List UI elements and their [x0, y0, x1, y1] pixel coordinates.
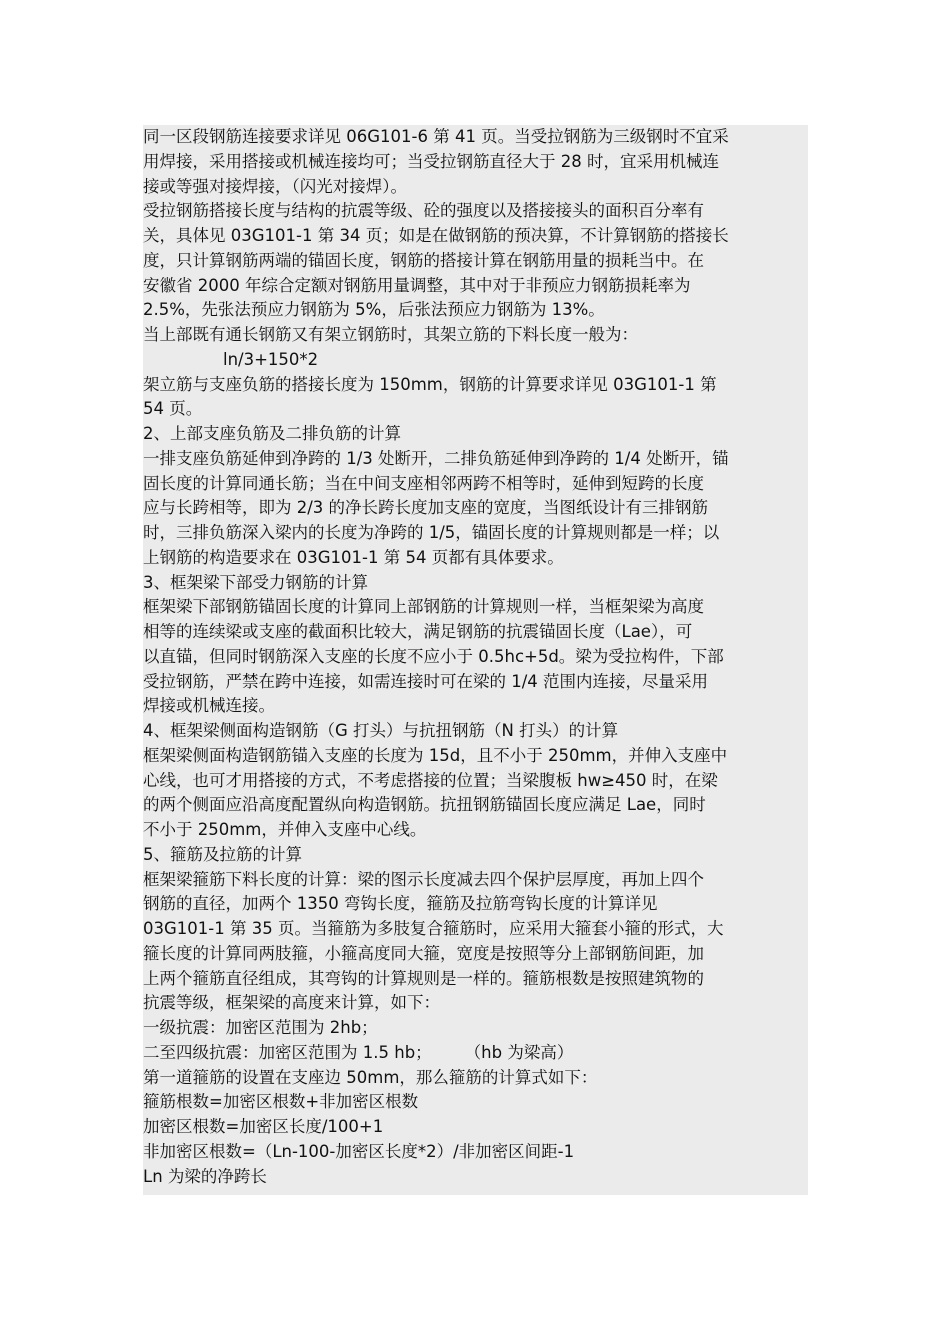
text-line: Ln 为梁的净跨长: [143, 1166, 267, 1186]
text-line: 时，三排负筋深入梁内的长度为净跨的 1/5，锚固长度的计算规则都是一样；以: [143, 523, 720, 542]
text-line: 一级抗震：加密区范围为 2hb；: [143, 1018, 378, 1037]
text-line: 不小于 250mm，并伸入支座中心线。: [143, 820, 427, 839]
formula-line: ln/3+150*2: [223, 349, 319, 369]
text-line: 应与长跨相等，即为 2/3 的净长跨长度加支座的宽度，当图纸设计有三排钢筋: [143, 498, 709, 518]
text-line: 的两个侧面应沿高度配置纵向构造钢筋。抗扭钢筋锚固长度应满足 Lae，同时: [143, 795, 706, 815]
text-line: 以直锚，但同时钢筋深入支座的长度不应小于 0.5hc+5d。梁为受拉构件，下部: [143, 646, 724, 666]
text-line: 固长度的计算同通长筋；当在中间支座相邻两跨不相等时，延伸到短跨的长度: [143, 473, 704, 493]
text-line: 焊接或机械连接。: [143, 696, 275, 716]
section-heading: 4、框架梁侧面构造钢筋（G 打头）与抗扭钢筋（N 打头）的计算: [143, 721, 619, 740]
text-line: 用焊接，采用搭接或机械连接均可；当受拉钢筋直径大于 28 时，宜采用机械连: [143, 151, 719, 171]
formula-line: 非加密区根数=（Ln-100-加密区长度*2）/非加密区间距-1: [143, 1141, 575, 1161]
text-line: 第一道箍筋的设置在支座边 50mm，那么箍筋的计算式如下：: [143, 1067, 598, 1087]
text-line: 2.5%，先张法预应力钢筋为 5%，后张法预应力钢筋为 13%。: [143, 300, 605, 320]
text-line: 受拉钢筋搭接长度与结构的抗震等级、砼的强度以及搭接接头的面积百分率有: [143, 201, 704, 221]
text-line: 二至四级抗震：加密区范围为 1.5 hb； （hb 为梁高）: [143, 1042, 574, 1062]
text-line: 架立筋与支座负筋的搭接长度为 150mm，钢筋的计算要求详见 03G101-1 第: [143, 374, 717, 394]
text-line: 相等的连续梁或支座的截面积比较大，满足钢筋的抗震锚固长度（Lae），可: [143, 622, 693, 641]
formula-line: 箍筋根数=加密区根数+非加密区根数: [143, 1092, 419, 1112]
text-line: 上钢筋的构造要求在 03G101-1 第 54 页都有具体要求。: [143, 547, 564, 567]
text-line: 当上部既有通长钢筋又有架立钢筋时，其架立筋的下料长度一般为：: [143, 325, 638, 344]
text-line: 钢筋的直径，加两个 1350 弯钩长度，箍筋及拉筋弯钩长度的计算详见: [143, 894, 658, 914]
section-heading: 5、箍筋及拉筋的计算: [143, 844, 302, 864]
text-line: 框架梁箍筋下料长度的计算：梁的图示长度减去四个保护层厚度，再加上四个: [143, 869, 704, 889]
section-heading: 3、框架梁下部受力钢筋的计算: [143, 572, 368, 592]
text-line: 接或等强对接焊接，（闪光对接焊）。: [143, 176, 407, 196]
text-line: 受拉钢筋，严禁在跨中连接，如需连接时可在梁的 1/4 范围内连接，尽量采用: [143, 671, 709, 691]
text-line: 一排支座负筋延伸到净跨的 1/3 处断开，二排负筋延伸到净跨的 1/4 处断开，锚: [143, 448, 729, 468]
text-line: 框架梁下部钢筋锚固长度的计算同上部钢筋的计算规则一样，当框架梁为高度: [143, 597, 704, 617]
text-line: 框架梁侧面构造钢筋锚入支座的长度为 15d，且不小于 250mm，并伸入支座中: [143, 745, 728, 765]
text-line: 03G101-1 第 35 页。当箍筋为多肢复合箍筋时，应采用大箍套小箍的形式，大: [143, 919, 724, 938]
text-line: 抗震等级，框架梁的高度来计算，如下：: [143, 993, 440, 1013]
text-line: 安徽省 2000 年综合定额对钢筋用量调整，其中对于非预应力钢筋损耗率为: [143, 275, 691, 295]
formula-line: 加密区根数=加密区长度/100+1: [143, 1117, 384, 1136]
text-line: 关，具体见 03G101-1 第 34 页；如是在做钢筋的预决算，不计算钢筋的搭接长: [143, 226, 729, 245]
text-line: 同一区段钢筋连接要求详见 06G101-6 第 41 页。当受拉钢筋为三级钢时不宜采: [143, 127, 729, 146]
text-line: 度，只计算钢筋两端的锚固长度，钢筋的搭接计算在钢筋用量的损耗当中。在: [143, 250, 704, 270]
text-line: 箍长度的计算同两肢箍，小箍高度同大箍，宽度是按照等分上部钢筋间距，加: [143, 943, 704, 963]
text-line: 心线，也可才用搭接的方式，不考虑搭接的位置；当梁腹板 hw≥450 时，在梁: [143, 770, 718, 790]
text-line: 上两个箍筋直径组成，其弯钩的计算规则是一样的。箍筋根数是按照建筑物的: [143, 968, 704, 988]
document-text-block: [143, 125, 808, 1195]
text-line: 54 页。: [143, 399, 203, 419]
section-heading: 2、上部支座负筋及二排负筋的计算: [143, 424, 401, 443]
